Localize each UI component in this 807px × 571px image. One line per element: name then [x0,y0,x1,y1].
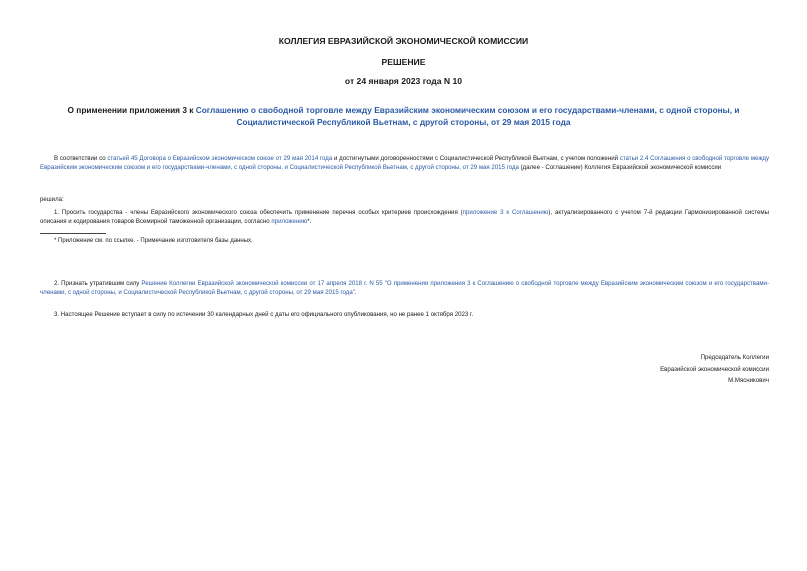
agreement-article-2-4-link[interactable]: статьи 2.4 Соглашения о свободной торговле между Евразийским экономическим союзом и его государствами-членами, с одной стороны, и Социалистической Республикой Вьетнам, с другой стороны, от 29 мая 2015 года [40,155,770,171]
title-agreement-link[interactable]: Соглашению о свободной торговле между Евразийским экономическим союзом и его государствами-членами, с одной стороны, и Социалистической Республикой Вьетнам, с другой стороны, от 29 мая 2015 года [195,105,740,127]
item-1-paragraph [40,208,769,226]
header-doc-type: РЕШЕНИЕ [381,57,426,67]
item-2-text-2: . [354,289,357,296]
item-3-paragraph: 3. Настоящее Решение вступает в силу по истечении 30 календарных дней с даты его официального опубликования, но не ранее 1 октября 2023 г. [54,311,474,318]
preamble-text-3: (далее - Соглашение) Коллегия Евразийской экономической комиссии [518,164,722,171]
preamble-paragraph [40,154,769,172]
title-prefix: О применении приложения 3 к [67,105,196,115]
decision-55-link[interactable]: Решение Коллегии Евразийской экономической комиссии от 17 апреля 2018 г. N 55 "О применении приложения 3 к Соглашению о свободной торговле между Евразийским экономическим союзом и его государствами-членами, с одной стороны, и Социалистической Республикой Вьетнам, с другой стороны, от 29 мая 2015 года" [40,280,769,296]
preamble-text-1: В соответствии со [54,155,108,162]
signature-line-2: Евразийской экономической комиссии [660,365,769,373]
signature-name: М.Мясникович [728,377,769,384]
treaty-article-45-link[interactable]: статьей 45 Договора о Евразийском экономическом союзе от 29 мая 2014 года [107,155,333,162]
item-2-paragraph [40,279,769,297]
item-1-text-3: *. [307,218,312,225]
preamble-text-2: и достигнутыми договоренностями с Социалистической Республикой Вьетнам, с учетом положений [332,155,620,162]
header-org: КОЛЛЕГИЯ ЕВРАЗИЙСКОЙ ЭКОНОМИЧЕСКОЙ КОМИССИИ [278,36,529,46]
item-2-text-1: 2. Признать утратившим силу [54,280,142,287]
footnote: * Приложение см. по ссылке. - Примечание изготовителя базы данных. [54,238,253,244]
decided-label: решила: [40,196,64,203]
appendix-3-link[interactable]: приложение 3 к Соглашению [462,209,549,216]
header-date-number: от 24 января 2023 года N 10 [344,76,463,86]
annex-link[interactable]: приложению [271,218,308,225]
item-1-text-2: ), актуализированного с учетом 7-й редакции Гармонизированной системы описания и кодирования товаров Всемирной таможенной организации, согласно [40,209,769,225]
signature-block [569,352,769,387]
document-title [40,104,767,128]
signature-line-1: Председатель Коллегии [700,354,769,361]
item-1-text-1: 1. Просить государства - члены Евразийского экономического союза обеспечить применение перечня особых критериев происхождения ( [54,209,463,216]
footnote-divider [40,233,106,234]
